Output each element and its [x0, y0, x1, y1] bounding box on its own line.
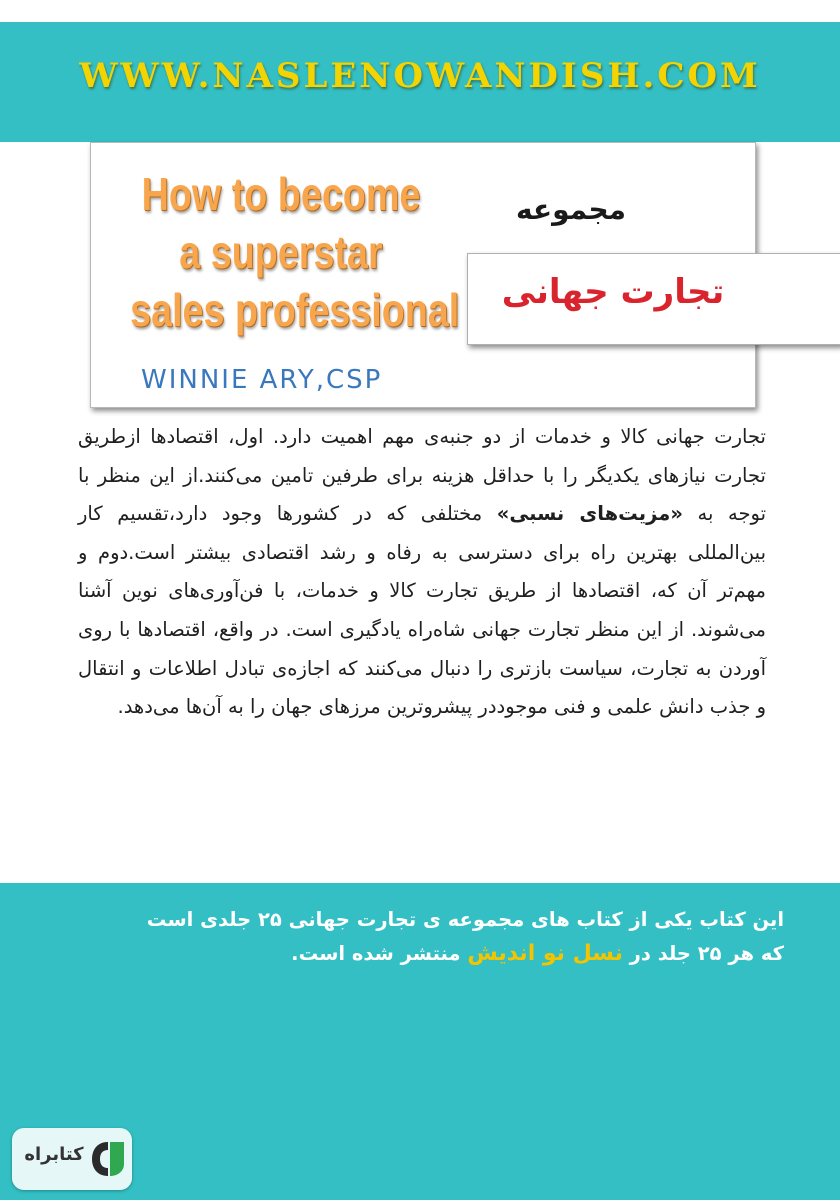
paragraph-part-2: مختلفی که در کشورها وجود دارد،تقسیم کار بین‌المللی بهترین راه برای دسترسی به رفاه و رشد اقتصادی بیشتر است.دوم و مهم‌تر آن که، اقتصادها از طریق تجارت کالا و خدمات، با فن‌آوری‌های نوین آشنا می‌شوند. از این منظر تجارت جهانی شاه‌راه یادگیری است. در واقع، اقتصادها با روی آوردن به تجارت، سیاست بازتری را دنبال می‌کنند که اجازه‌ی تبادل اطلاعات و انتقال و جذب دانش علمی و فنی موجوددر پیشروترین مرزهای جهان را به آن‌ها می‌دهد. [78, 502, 766, 719]
emphasis-phrase: «مزیت‌های نسبی» [496, 502, 683, 526]
english-book-title [130, 165, 460, 339]
note-line-2-start: که هر ۲۵ جلد در [622, 942, 784, 965]
paragraph-part-1: تجارت جهانی کالا و خدمات از دو جنبه‌ی مهم اهمیت دارد. اول، اقتصادها ازطریق تجارت نیازهای یکدیگر را با حداقل هزینه برای طرفین تامین می‌کنند.از این منظر با توجه به [78, 425, 767, 526]
note-line-2-end: منتشر شده است. [291, 942, 468, 965]
series-note [60, 903, 784, 971]
series-name-box [467, 253, 840, 345]
english-title-line-2: a superstar [179, 226, 383, 278]
author-name: WINNIE ARY,CSP [141, 365, 383, 395]
website-url[interactable]: WWW.NASLENOWANDISH.COM [79, 56, 761, 96]
english-title-line-1: How to become [141, 168, 421, 220]
series-label: مجموعه [516, 193, 626, 226]
description-paragraph [78, 418, 766, 727]
logo-text: کتابراه [24, 1144, 84, 1165]
publisher-name: نسل نو اندیش [467, 941, 623, 966]
note-line-1: این کتاب یکی از کتاب های مجموعه ی تجارت جهانی ۲۵ جلدی است [146, 908, 784, 931]
english-title-line-3: sales professional [130, 284, 460, 336]
series-name: تجارت جهانی [501, 272, 725, 312]
ketabrah-logo[interactable] [12, 1128, 132, 1190]
note-line-2 [60, 937, 784, 971]
